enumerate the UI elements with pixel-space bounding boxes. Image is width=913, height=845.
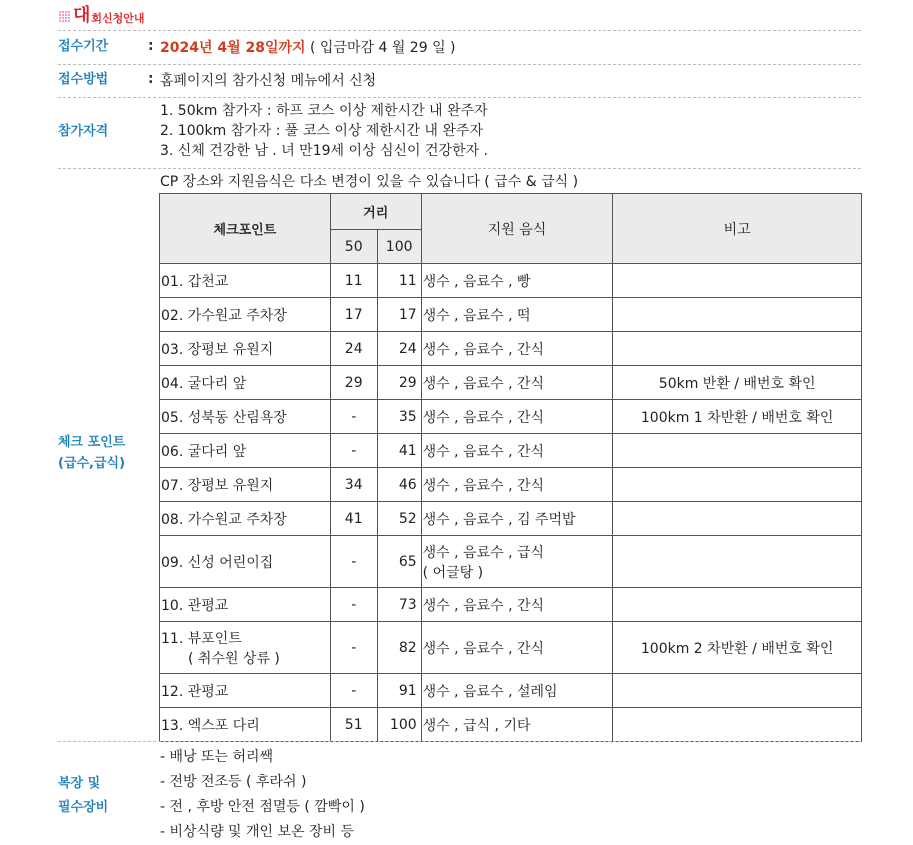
food-text: 생수 , 음료수 , 김 주먹밥 xyxy=(422,511,576,528)
distance-50-cell: - xyxy=(330,622,377,674)
table-row xyxy=(160,622,862,674)
food-cell xyxy=(421,400,613,434)
checkpoint-name-cell xyxy=(160,332,331,366)
reception-period-value xyxy=(160,38,456,58)
distance-50-cell: - xyxy=(330,588,377,622)
table-row xyxy=(160,708,862,742)
food-text: 생수 , 음료수 , 간식 xyxy=(422,597,545,614)
distance-100-cell: 35 xyxy=(377,400,421,434)
eligibility-item: 2. 100km 참가자 : 풀 코스 이상 제한시간 내 완주자 xyxy=(160,123,483,139)
distance-50-cell: - xyxy=(330,674,377,708)
col-header-checkpoint: 체크포인트 xyxy=(160,194,331,264)
distance-50-cell: 24 xyxy=(330,332,377,366)
distance-50-cell: 29 xyxy=(330,366,377,400)
table-row xyxy=(160,264,862,298)
note-cell xyxy=(613,468,862,502)
checkpoints-label-line1: 체크 포인트 xyxy=(58,435,126,450)
checkpoint-name-cell xyxy=(160,468,331,502)
equipment-item: - 배낭 또는 허리쌕 xyxy=(160,749,274,765)
col-header-distance: 거리 xyxy=(330,194,421,230)
distance-100-cell: 41 xyxy=(377,434,421,468)
checkpoint-table xyxy=(159,193,862,742)
distance-50-cell: - xyxy=(330,536,377,588)
food-cell xyxy=(421,536,613,588)
note-cell: 100km 1 차반환 / 배번호 확인 xyxy=(613,400,862,434)
food-text: 생수 , 음료수 , 간식 xyxy=(422,477,545,494)
food-cell xyxy=(421,502,613,536)
table-row xyxy=(160,332,862,366)
note-cell: 50km 반환 / 배번호 확인 xyxy=(613,366,862,400)
equipment-label xyxy=(58,772,158,820)
col-header-100: 100 xyxy=(377,230,421,264)
food-text: 생수 , 음료수 , 간식 xyxy=(422,341,545,358)
note-cell xyxy=(613,298,862,332)
equipment-list xyxy=(160,745,365,845)
food-text: 생수 , 급식 , 기타 xyxy=(422,717,531,734)
food-text: 생수 , 음료수 , 간식 xyxy=(422,375,545,392)
distance-50-cell: 51 xyxy=(330,708,377,742)
checkpoint-name: 05. 성북동 산림욕장 xyxy=(161,409,287,426)
food-cell xyxy=(421,588,613,622)
distance-50-cell: 11 xyxy=(330,264,377,298)
reception-method-label: 접수방법 xyxy=(58,72,109,87)
checkpoints-intro: CP 장소와 지원음식은 다소 변경이 있을 수 있습니다 ( 급수 & 급식 ) xyxy=(160,174,579,190)
equipment-item: - 비상식량 및 개인 보온 장비 등 xyxy=(160,824,355,840)
equipment-item: - 전방 전조등 ( 후라쉬 ) xyxy=(160,774,307,790)
note-cell xyxy=(613,536,862,588)
eligibility-label: 참가자격 xyxy=(58,124,109,139)
header-title: 회신청안내 xyxy=(91,12,145,25)
checkpoint-name: 04. 굴다리 앞 xyxy=(161,375,247,392)
checkpoint-name-cell xyxy=(160,434,331,468)
checkpoint-subname: ( 취수원 상류 ) xyxy=(188,650,280,667)
checkpoint-name: 10. 관평교 xyxy=(161,597,229,614)
food-text: 생수 , 음료수 , 급식 xyxy=(422,544,545,561)
distance-100-cell: 91 xyxy=(377,674,421,708)
note-cell xyxy=(613,588,862,622)
food-cell xyxy=(421,468,613,502)
table-row xyxy=(160,298,862,332)
food-cell xyxy=(421,264,613,298)
divider xyxy=(58,30,861,31)
distance-100-cell: 11 xyxy=(377,264,421,298)
colon: : xyxy=(148,38,154,54)
note-cell xyxy=(613,674,862,708)
equipment-label-line1: 복장 및 xyxy=(58,776,101,791)
checkpoint-name-cell xyxy=(160,400,331,434)
table-row xyxy=(160,536,862,588)
food-text-extra: ( 어글탕 ) xyxy=(422,564,484,581)
equipment-item: - 전 , 후방 안전 점멸등 ( 깜빡이 ) xyxy=(160,799,365,815)
colon: : xyxy=(148,71,154,87)
note-cell xyxy=(613,434,862,468)
distance-100-cell: 82 xyxy=(377,622,421,674)
reception-method-value: 홈페이지의 참가신청 메뉴에서 신청 xyxy=(160,73,377,89)
food-cell xyxy=(421,332,613,366)
note-cell xyxy=(613,502,862,536)
reception-period-label: 접수기간 xyxy=(58,39,109,54)
food-text: 생수 , 음료수 , 간식 xyxy=(422,443,545,460)
distance-100-cell: 100 xyxy=(377,708,421,742)
table-row xyxy=(160,588,862,622)
reception-deadline: 2024년 4월 28일까지 xyxy=(160,40,306,56)
distance-100-cell: 65 xyxy=(377,536,421,588)
bullet-square-icon xyxy=(58,10,70,22)
checkpoint-name: 08. 가수원교 주차장 xyxy=(161,511,287,528)
table-row xyxy=(160,434,862,468)
table-row xyxy=(160,400,862,434)
checkpoint-name: 11. 뷰포인트 xyxy=(161,630,242,647)
eligibility-item: 1. 50km 참가자 : 하프 코스 이상 제한시간 내 완주자 xyxy=(160,103,488,119)
food-text: 생수 , 음료수 , 떡 xyxy=(422,307,531,324)
checkpoint-name: 13. 엑스포 다리 xyxy=(161,717,260,734)
checkpoint-name-cell xyxy=(160,264,331,298)
checkpoint-name-cell xyxy=(160,674,331,708)
col-header-50: 50 xyxy=(330,230,377,264)
food-text: 생수 , 음료수 , 빵 xyxy=(422,273,531,290)
checkpoint-name-cell xyxy=(160,536,331,588)
table-row xyxy=(160,468,862,502)
distance-50-cell: - xyxy=(330,400,377,434)
food-text: 생수 , 음료수 , 간식 xyxy=(422,640,545,657)
distance-100-cell: 24 xyxy=(377,332,421,366)
note-cell xyxy=(613,332,862,366)
distance-50-cell: 41 xyxy=(330,502,377,536)
checkpoint-name-cell xyxy=(160,588,331,622)
checkpoint-name: 03. 장평보 유원지 xyxy=(161,341,274,358)
note-cell xyxy=(613,708,862,742)
checkpoint-name: 01. 갑천교 xyxy=(161,273,229,290)
checkpoint-name-cell xyxy=(160,708,331,742)
checkpoint-name-cell xyxy=(160,298,331,332)
divider xyxy=(58,168,861,169)
checkpoint-table-body xyxy=(160,264,862,742)
distance-100-cell: 46 xyxy=(377,468,421,502)
food-text: 생수 , 음료수 , 설레임 xyxy=(422,683,558,700)
distance-100-cell: 52 xyxy=(377,502,421,536)
section-header xyxy=(58,5,145,27)
divider xyxy=(58,97,861,98)
note-cell: 100km 2 차반환 / 배번호 확인 xyxy=(613,622,862,674)
checkpoint-name: 06. 굴다리 앞 xyxy=(161,443,247,460)
food-text: 생수 , 음료수 , 간식 xyxy=(422,409,545,426)
distance-50-cell: - xyxy=(330,434,377,468)
table-row xyxy=(160,366,862,400)
eligibility-item: 3. 신체 건강한 남 . 녀 만19세 이상 심신이 건강한자 . xyxy=(160,143,489,159)
table-row xyxy=(160,502,862,536)
note-cell xyxy=(613,264,862,298)
food-cell xyxy=(421,366,613,400)
distance-50-cell: 17 xyxy=(330,298,377,332)
col-header-food: 지원 음식 xyxy=(421,194,613,264)
table-row xyxy=(160,674,862,708)
food-cell xyxy=(421,674,613,708)
food-cell xyxy=(421,708,613,742)
distance-100-cell: 29 xyxy=(377,366,421,400)
divider xyxy=(58,741,861,742)
food-cell xyxy=(421,434,613,468)
header-big-char: 대 xyxy=(73,5,91,26)
equipment-label-line2: 필수장비 xyxy=(58,800,109,815)
payment-deadline: ( 입금마감 4 월 29 일 ) xyxy=(305,40,456,56)
checkpoint-name-cell xyxy=(160,366,331,400)
checkpoint-name: 09. 신성 어린이집 xyxy=(161,554,274,571)
col-header-note: 비고 xyxy=(613,194,862,264)
distance-100-cell: 17 xyxy=(377,298,421,332)
checkpoint-name: 12. 관평교 xyxy=(161,683,229,700)
divider xyxy=(58,64,861,65)
eligibility-list xyxy=(160,101,488,161)
distance-50-cell: 34 xyxy=(330,468,377,502)
checkpoints-label xyxy=(58,432,158,474)
food-cell xyxy=(421,622,613,674)
checkpoint-name: 07. 장평보 유원지 xyxy=(161,477,274,494)
checkpoint-name: 02. 가수원교 주차장 xyxy=(161,307,287,324)
distance-100-cell: 73 xyxy=(377,588,421,622)
checkpoints-label-line2: (급수,급식) xyxy=(58,456,126,471)
checkpoint-name-cell xyxy=(160,622,331,674)
checkpoint-name-cell xyxy=(160,502,331,536)
food-cell xyxy=(421,298,613,332)
